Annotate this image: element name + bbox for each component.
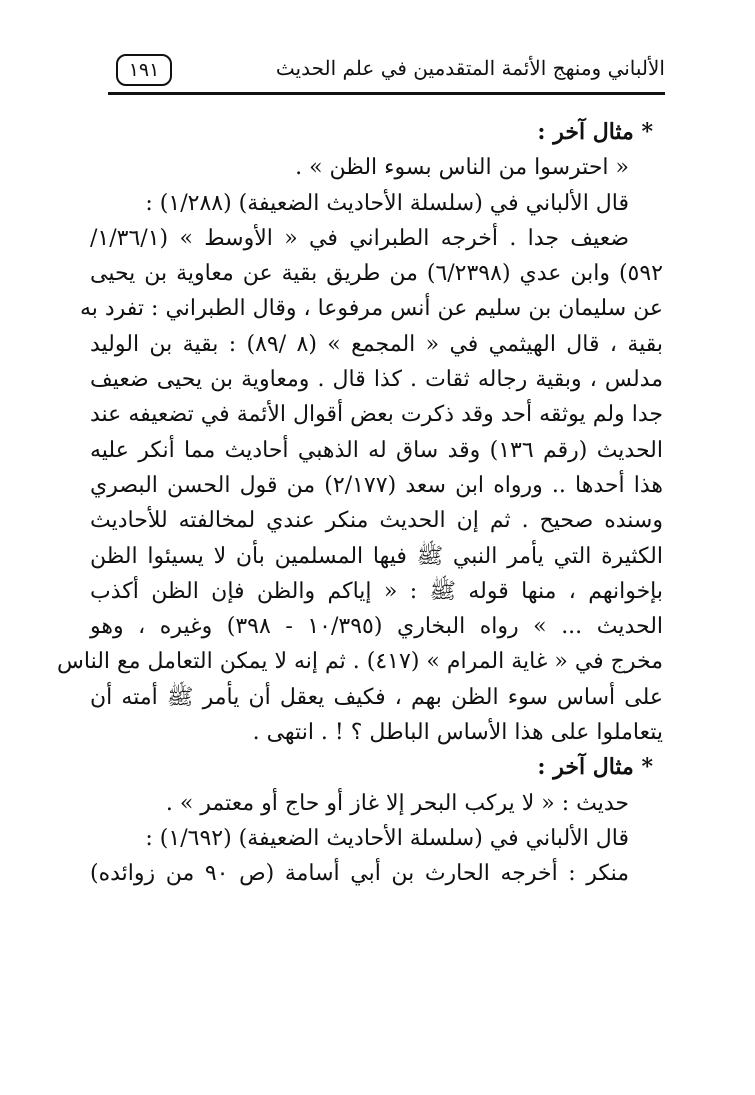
body-line: منكر : أخرجه الحارث بن أبي أسامة (ص ٩٠ من زوائده)	[90, 861, 629, 887]
body-line: ضعيف جدا . أخرجه الطبراني في « الأوسط » (١/٣٦/١/	[90, 225, 629, 251]
header-title: الألباني ومنهج الأئمة المتقدمين في علم الحديث	[275, 56, 665, 80]
body-line: جدا ولم يوثقه أحد وقد ذكرت بعض أقوال الأئمة في تضعيفه عند	[90, 402, 663, 428]
body-line: عن سليمان بن سليم عن أنس مرفوعا ، وقال الطبراني : تفرد به	[79, 296, 663, 322]
section-heading: * مثال آخر :	[537, 119, 653, 145]
body-line: ٥٩٢) وابن عدي (٦/٢٣٩٨) من طريق بقية عن معاوية بن يحيى	[90, 261, 663, 287]
running-header	[108, 50, 665, 90]
body-line: على أساس سوء الظن بهم ، فكيف يعقل أن يأمر ﷺ أمته أن	[90, 684, 663, 710]
body-line: هذا أحدها .. ورواه ابن سعد (٢/١٧٧) من قول الحسن البصري	[90, 472, 663, 498]
hadith-text: حديث : « لا يركب البحر إلا غاز أو حاج أو معتمر » .	[165, 790, 629, 816]
citation-line: قال الألباني في (سلسلة الأحاديث الضعيفة) (١/٦٩٢) :	[145, 825, 629, 851]
page-number: ١٩١	[116, 54, 172, 86]
hadith-text: « احترسوا من الناس بسوء الظن » .	[295, 155, 629, 181]
body-line: الحديث (رقم ١٣٦) وقد ساق له الذهبي أحاديث مما أنكر عليه	[90, 437, 663, 463]
header-rule	[108, 92, 665, 95]
body-line: بإخوانهم ، منها قوله ﷺ : « إياكم والظن فإن الظن أكذب	[90, 578, 663, 604]
section-heading: * مثال آخر :	[537, 754, 653, 781]
body-line: بقية ، قال الهيثمي في « المجمع » (٨ /٨٩) : بقية بن الوليد	[90, 331, 664, 357]
body-line: مخرج في « غاية المرام » (٤١٧) . ثم إنه لا يمكن التعامل مع الناس	[57, 649, 663, 675]
citation-line: قال الألباني في (سلسلة الأحاديث الضعيفة) (١/٢٨٨) :	[145, 190, 629, 216]
body-line: الحديث ... » رواه البخاري (١٠/٣٩٥ - ٣٩٨) وغيره ، وهو	[90, 614, 664, 640]
page-body	[57, 115, 664, 892]
body-line: يتعاملوا على هذا الأساس الباطل ؟ ! . انتهى .	[252, 720, 663, 746]
body-line: وسنده صحيح . ثم إن الحديث منكر عندي لمخالفته للأحاديث	[90, 508, 663, 534]
body-line: الكثيرة التي يأمر النبي ﷺ فيها المسلمين بأن لا يسيئوا الظن	[90, 543, 663, 569]
body-line: مدلس ، وبقية رجاله ثقات . كذا قال . ومعاوية بن يحيى ضعيف	[90, 367, 663, 393]
